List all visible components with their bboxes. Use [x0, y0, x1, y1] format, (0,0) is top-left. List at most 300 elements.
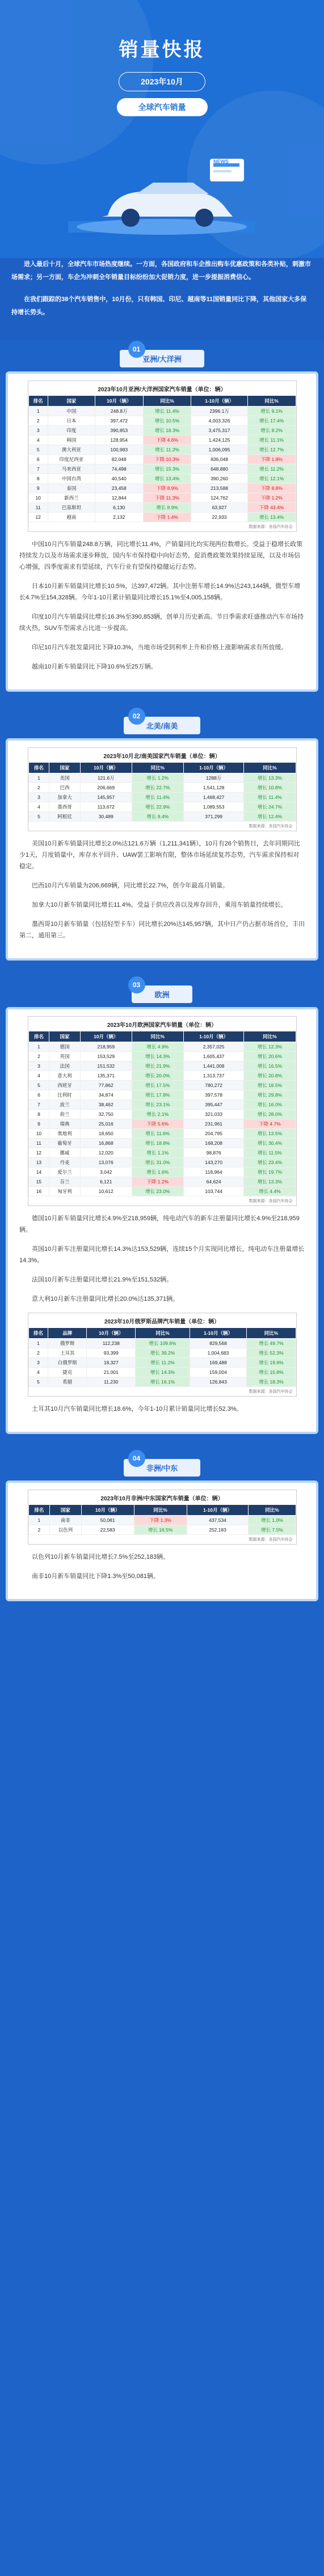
table-source: 数据来源：各国汽车协会 — [249, 1390, 293, 1394]
table-cell: 增长 12.7% — [247, 445, 296, 455]
table-cell: 3 — [28, 426, 48, 435]
table-cell: 836,048 — [191, 455, 247, 464]
table-cell: 增长 15.8% — [247, 1368, 296, 1377]
section-number: 03 — [128, 976, 145, 993]
section-card — [6, 738, 318, 961]
table-cell: 增长 13.3% — [244, 773, 296, 783]
table-cell: 16,868 — [80, 1139, 132, 1148]
table-cell: 7 — [28, 1100, 49, 1110]
table-cell: 下降 43.4% — [247, 503, 296, 513]
column-header: 同比% — [247, 396, 296, 407]
table-cell: 10,612 — [80, 1187, 132, 1196]
table-cell: 增长 1.0% — [249, 1516, 296, 1525]
table-cell: 135,371 — [80, 1071, 132, 1081]
page-title: 销量快报 — [119, 39, 205, 61]
column-header: 同比% — [132, 763, 183, 773]
table-cell: 荷兰 — [49, 1110, 80, 1119]
column-header: 同比% — [244, 1031, 296, 1042]
data-table — [28, 1327, 296, 1387]
table-cell: 增长 11.1% — [247, 435, 296, 445]
table-cell: 6 — [28, 455, 48, 464]
table-cell: 4 — [28, 802, 49, 812]
table-cell: 252,183 — [187, 1525, 249, 1535]
paragraph: 加拿大10月新车销量同比增长11.4%。受益于供应改善以及库存回升，乘用车销量持续增长。 — [32, 902, 287, 908]
table-cell: 增长 16.5% — [134, 1525, 187, 1535]
table-cell: 增长 1.1% — [132, 1148, 183, 1158]
table-cell: 增长 12.3% — [244, 1042, 296, 1052]
table-cell: 下降 4.6% — [143, 435, 191, 445]
table-cell: 1,441,008 — [183, 1061, 244, 1071]
section-name: 非洲/中东 — [124, 1459, 201, 1477]
column-header: 排名 — [28, 1328, 48, 1339]
table-cell: 西班牙 — [49, 1081, 80, 1090]
table-cell: 土耳其 — [48, 1348, 87, 1358]
table-cell: 145,957 — [80, 793, 132, 802]
table-cell: 64,624 — [183, 1177, 244, 1187]
table-cell: 1,468,427 — [183, 793, 244, 802]
table-cell: 增长 19.6% — [247, 1358, 296, 1368]
table-cell: 增长 23.4% — [244, 1158, 296, 1168]
table-cell: 2 — [28, 1525, 50, 1535]
table-cell: 增长 16.1% — [136, 1377, 190, 1387]
table-cell: 增长 23.1% — [132, 1100, 183, 1110]
table-cell: 增长 14.3% — [136, 1368, 190, 1377]
table-cell: 118,964 — [183, 1168, 244, 1177]
sales-table — [28, 380, 297, 532]
table-cell: 泰国 — [48, 484, 95, 493]
table-cell: 397,578 — [183, 1090, 244, 1100]
column-header: 1-10月（辆） — [183, 1031, 244, 1042]
table-row — [28, 1100, 296, 1110]
table-cell: 11 — [28, 503, 48, 513]
sales-table-2 — [28, 1313, 297, 1397]
table-cell: 增长 13.4% — [247, 513, 296, 522]
table-cell: 增长 39.2% — [136, 1348, 190, 1358]
table-cell: 12,020 — [80, 1148, 132, 1158]
table-cell: 增长 13.5% — [244, 1129, 296, 1139]
table-cell: 增长 2.1% — [132, 1110, 183, 1119]
table-cell: 1288万 — [183, 773, 244, 783]
table-cell: 30,489 — [80, 812, 132, 822]
table-row — [28, 1177, 296, 1187]
table-cell: 18,327 — [87, 1358, 136, 1368]
table-cell: 38,462 — [80, 1100, 132, 1110]
table-cell: 1,006,095 — [191, 445, 247, 455]
period-pill: 2023年10月 — [119, 72, 205, 91]
table-row — [28, 1042, 296, 1052]
table-cell: 13,076 — [80, 1158, 132, 1168]
table-cell: 白俄罗斯 — [48, 1358, 87, 1368]
table-cell: 增长 12.4% — [244, 812, 296, 822]
table-cell: 2 — [28, 1348, 48, 1358]
table-cell: 23,458 — [95, 484, 143, 493]
table-cell: 增长 16.5% — [244, 1061, 296, 1071]
paragraph: 以色列10月新车销量同比增长7.5%至252,183辆。 — [32, 1554, 170, 1560]
table-cell: 增长 11.4% — [132, 793, 183, 802]
table-row — [28, 1061, 296, 1071]
table-cell: 10 — [28, 493, 48, 503]
table-cell: 意大利 — [49, 1071, 80, 1081]
table-cell: 增长 9.4% — [132, 812, 183, 822]
table-row — [28, 773, 296, 783]
table-cell: 增长 8.2% — [247, 426, 296, 435]
paragraph: 日本10月新车销量同比增长10.5%，达397,472辆。其中注册车增长14.9%达243,144辆，微型车增长4.7%至154,328辆。今年1-10月累计销量同比增长15.1%至4,005,158辆。 — [19, 583, 301, 601]
table-cell: 11 — [28, 1139, 49, 1148]
table-cell: 153,529 — [80, 1052, 132, 1061]
table-cell: 10 — [28, 1129, 49, 1139]
table-cell: 印度尼西亚 — [48, 455, 95, 464]
column-header: 1-10月（辆） — [190, 1328, 247, 1339]
table-cell: 128,954 — [95, 435, 143, 445]
intro-paragraph: 在我们跟踪的38个汽车销售中，10月份，只有韩国、印尼、越南等11国销量同比下降，其他国家大多保持增长势头。 — [11, 296, 307, 316]
table-cell: 法国 — [49, 1061, 80, 1071]
table-cell: 6 — [28, 1090, 49, 1100]
paragraph: 越南10月新车销量同比下降10.6%至25万辆。 — [32, 663, 157, 670]
table-cell: 63,927 — [191, 503, 247, 513]
table-cell: 增长 16.0% — [244, 1100, 296, 1110]
paragraph: 印尼10月汽车批发量同比下降10.3%，当地市场受到利率上升和价格上涨影响需求有所放缓。 — [32, 644, 288, 651]
paragraph: 法国10月新车注册量同比增长21.9%至151,532辆。 — [32, 1276, 173, 1283]
paragraph: 中国10月汽车销量248.8万辆，同比增长11.4%，产销量同比均实现两位数增长。受益于稳增长政策持续发力以及市场需求逐步释放，国内车市保持稳中向好态势，促消费政策效果持续显现，以及市场信心增强，四季度需求有望延续，汽车行业有望保持稳健运行态势。 — [19, 541, 303, 570]
table-row — [28, 1148, 296, 1158]
table-row — [28, 1052, 296, 1061]
paragraph: 南非10月新车销量同比下降1.3%至50,081辆。 — [32, 1573, 159, 1580]
table-row — [28, 474, 296, 484]
table-cell: 增长 24.7% — [244, 802, 296, 812]
table-cell: 34,874 — [80, 1090, 132, 1100]
table-cell: 1 — [28, 1516, 50, 1525]
intro-paragraph: 进入最后十月，全球汽车市场热度继续。一方面，各国政府和车企推出购车优惠政策和各类补贴，刺激市场需求；另一方面，车企为冲刺全年销量目标纷纷加大促销力度，进一步提振消费信心。 — [11, 261, 311, 281]
table-cell: 奥地利 — [49, 1129, 80, 1139]
table-title: 2023年10月欧洲国家汽车销量（单位：辆） — [107, 1022, 217, 1029]
table-cell: 2 — [28, 1052, 49, 1061]
table-cell: 390,853 — [95, 426, 143, 435]
table-row — [28, 793, 296, 802]
table-cell: 比利时 — [49, 1090, 80, 1100]
table-cell: 5 — [28, 812, 49, 822]
table-cell: 6,121 — [80, 1177, 132, 1187]
table-row — [28, 1119, 296, 1129]
table-cell: 增长 15.3% — [143, 464, 191, 474]
table-row — [28, 1090, 296, 1100]
table-cell: 9 — [28, 484, 48, 493]
table-cell: 98,876 — [183, 1148, 244, 1158]
table-cell: 32,750 — [80, 1110, 132, 1119]
section-africa-mideast — [6, 1449, 318, 1601]
table-title: 2023年10月亚洲/大洋洲国家汽车销量（单位：辆） — [98, 387, 226, 393]
column-header: 同比% — [132, 1031, 183, 1042]
table-cell: 151,532 — [80, 1061, 132, 1071]
table-row — [28, 1129, 296, 1139]
table-cell: 74,498 — [95, 464, 143, 474]
table-cell: 231,961 — [183, 1119, 244, 1129]
paragraph: 美国10月新车销量同比增长2.0%达121.6万辆（1,211,341辆），10月有26个销售日，去年同期同比少1天，月度销量中，库存水平回升、UAW罢工影响有限，整体市场延续复苏态势，汽车需求保持相对稳定。 — [19, 840, 300, 870]
column-header: 同比% — [249, 1505, 296, 1516]
table-cell: 1,541,128 — [183, 783, 244, 793]
table-cell: 113,672 — [80, 802, 132, 812]
table-cell: 越南 — [48, 513, 95, 522]
table-row — [28, 1358, 296, 1368]
table-cell: 下降 10.3% — [143, 455, 191, 464]
column-header: 排名 — [28, 1031, 49, 1042]
table-cell: 12 — [28, 513, 48, 522]
table-cell: 巴西 — [49, 783, 80, 793]
table-source: 数据来源：各国汽车协会 — [249, 824, 293, 828]
table-cell: 增长 21.9% — [132, 1061, 183, 1071]
table-row — [28, 1110, 296, 1119]
column-header: 同比% — [134, 1505, 187, 1516]
table-cell: 增长 23.0% — [132, 1187, 183, 1196]
table-cell: 增长 10.5% — [143, 416, 191, 426]
table-cell: 瑞典 — [49, 1119, 80, 1129]
table-cell: 2,132 — [95, 513, 143, 522]
table-row — [28, 1516, 296, 1525]
table-cell: 77,862 — [80, 1081, 132, 1090]
table-cell: 4,003,326 — [191, 416, 247, 426]
table-cell: 增长 11.4% — [143, 407, 191, 416]
table-row — [28, 445, 296, 455]
column-header: 1-10月（辆） — [187, 1505, 249, 1516]
table-cell: 8 — [28, 1110, 49, 1119]
table-cell: 增长 17.4% — [247, 416, 296, 426]
table-cell: 南非 — [50, 1516, 81, 1525]
table-cell: 澳大利亚 — [48, 445, 95, 455]
table-cell: 增长 22.7% — [132, 783, 183, 793]
table-row — [28, 503, 296, 513]
table-cell: 1 — [28, 1339, 48, 1348]
table-row — [28, 435, 296, 445]
column-header: 10月（辆） — [81, 1505, 134, 1516]
table-cell: 93,399 — [87, 1348, 136, 1358]
section-name: 亚洲/大洋洲 — [120, 350, 204, 367]
table-cell: 英国 — [49, 1052, 80, 1061]
table-cell: 增长 11.5% — [244, 1148, 296, 1158]
table-cell: 5 — [28, 445, 48, 455]
table-cell: 增长 10.8% — [244, 783, 296, 793]
sales-table — [28, 1016, 297, 1206]
table-cell: 匈牙利 — [49, 1187, 80, 1196]
table-cell: 395,447 — [183, 1100, 244, 1110]
table-row — [28, 493, 296, 503]
table-cell: 墨西哥 — [49, 802, 80, 812]
table-cell: 21,001 — [87, 1368, 136, 1377]
table-cell: 2 — [28, 416, 48, 426]
table-cell: 下降 8.8% — [247, 484, 296, 493]
table-cell: 3,042 — [80, 1168, 132, 1177]
paragraph: 土耳其10月汽车销量同比增长18.6%，今年1-10月累计销量同比增长52.3%。 — [32, 1406, 243, 1412]
table-cell: 40,540 — [95, 474, 143, 484]
table-cell: 以色列 — [50, 1525, 81, 1535]
table-cell: 葡萄牙 — [49, 1139, 80, 1148]
table-cell: 168,208 — [183, 1139, 244, 1148]
table-cell: 1 — [28, 407, 48, 416]
table-row — [28, 407, 296, 416]
table-cell: 112,238 — [87, 1339, 136, 1348]
table-cell: 增长 11.2% — [136, 1358, 190, 1368]
table-cell: 增长 14.3% — [132, 1052, 183, 1061]
table-row — [28, 513, 296, 522]
table-cell: 124,762 — [191, 493, 247, 503]
paragraph: 英国10月新车注册量同比增长14.3%达153,529辆，连续15个月实现同比增长，纯电动车注册量增长14.3%。 — [19, 1246, 305, 1264]
section-number: 02 — [128, 708, 145, 725]
table-cell: 2,357,025 — [183, 1042, 244, 1052]
table-row — [28, 1158, 296, 1168]
table-cell: 206,669 — [80, 783, 132, 793]
table-cell: 3,475,317 — [191, 426, 247, 435]
table-cell: 371,299 — [183, 812, 244, 822]
table-cell: 增长 16.3% — [143, 426, 191, 435]
table-cell: 增长 52.3% — [247, 1348, 296, 1358]
table-cell: 100,983 — [95, 445, 143, 455]
table-cell: 15 — [28, 1177, 49, 1187]
column-header: 同比% — [136, 1328, 190, 1339]
table-cell: 1 — [28, 1042, 49, 1052]
table-cell: 下降 1.8% — [247, 455, 296, 464]
section-asia — [6, 340, 318, 692]
table-cell: 德国 — [49, 1042, 80, 1052]
table-cell: 1,313,737 — [183, 1071, 244, 1081]
column-header: 国家 — [49, 763, 80, 773]
table-cell: 增长 49.7% — [247, 1339, 296, 1348]
table-cell: 4 — [28, 1071, 49, 1081]
table-row — [28, 1071, 296, 1081]
table-row — [28, 1368, 296, 1377]
table-cell: 204,795 — [183, 1129, 244, 1139]
table-cell: 增长 4.9% — [132, 1042, 183, 1052]
table-row — [28, 1525, 296, 1535]
table-row — [28, 1081, 296, 1090]
table-title: 2023年10月北/南美国家汽车销量（单位：辆） — [103, 754, 221, 760]
table-row — [28, 1187, 296, 1196]
table-cell: 增长 13.4% — [143, 474, 191, 484]
intro — [0, 258, 324, 340]
table-cell: 22,583 — [81, 1525, 134, 1535]
table-cell: 日本 — [48, 416, 95, 426]
table-cell: 437,534 — [187, 1516, 249, 1525]
table-title: 2023年10月俄罗斯品牌汽车销量（单位：辆） — [104, 1319, 220, 1325]
table-cell: 俄罗斯 — [48, 1339, 87, 1348]
table-cell: 波兰 — [49, 1100, 80, 1110]
section-number: 01 — [128, 341, 145, 358]
table-cell: 增长 11.4% — [244, 793, 296, 802]
table-cell: 648,880 — [191, 464, 247, 474]
table-row — [28, 783, 296, 793]
table-cell: 16 — [28, 1187, 49, 1196]
table-cell: 829,568 — [190, 1339, 247, 1348]
table-cell: 18,650 — [80, 1129, 132, 1139]
table-cell: 321,033 — [183, 1110, 244, 1119]
column-header: 品牌 — [48, 1328, 87, 1339]
table-cell: 挪威 — [49, 1148, 80, 1158]
table-cell: 增长 28.0% — [244, 1110, 296, 1119]
table-cell: 121.6万 — [80, 773, 132, 783]
table-cell: 捷克 — [48, 1368, 87, 1377]
table-cell: 增长 11.2% — [247, 464, 296, 474]
table-cell: 13 — [28, 1158, 49, 1168]
table-row — [28, 455, 296, 464]
table-cell: 增长 11.2% — [143, 445, 191, 455]
table-cell: 1,089,553 — [183, 802, 244, 812]
table-cell: 增长 17.8% — [132, 1090, 183, 1100]
section-card — [6, 1481, 318, 1601]
table-cell: 增长 31.0% — [132, 1158, 183, 1168]
table-cell: 中国 — [48, 407, 95, 416]
table-row — [28, 416, 296, 426]
table-cell: 126,843 — [190, 1377, 247, 1387]
table-cell: 159,004 — [190, 1368, 247, 1377]
table-cell: 213,588 — [191, 484, 247, 493]
paragraph: 意大利10月新车注册量同比增长20.0%达135,371辆。 — [32, 1296, 179, 1302]
column-header: 同比% — [247, 1328, 296, 1339]
column-header: 10月（辆） — [87, 1328, 136, 1339]
subtitle-pill: 全球汽车销量 — [117, 98, 208, 116]
table-cell: 增长 22.9% — [132, 802, 183, 812]
table-cell: 6,130 — [95, 503, 143, 513]
column-header: 同比% — [244, 763, 296, 773]
section-card — [6, 371, 318, 692]
table-cell: 马来西亚 — [48, 464, 95, 474]
table-cell: 下降 5.6% — [132, 1119, 183, 1129]
table-cell: 增长 17.5% — [132, 1081, 183, 1090]
table-cell: 11,230 — [87, 1377, 136, 1387]
table-cell: 下降 1.3% — [134, 1516, 187, 1525]
table-cell: 增长 11.6% — [132, 1129, 183, 1139]
table-source: 数据来源：各国汽车协会 — [249, 1199, 293, 1203]
column-header: 10月（辆） — [95, 396, 143, 407]
paragraph: 德国10月新车销量同比增长4.9%至218,959辆，纯电动汽车的新车注册量同比增长4.9%至218,959辆。 — [19, 1215, 300, 1233]
table-row — [28, 1168, 296, 1177]
table-cell: 韩国 — [48, 435, 95, 445]
table-cell: 7 — [28, 464, 48, 474]
table-cell: 增长 12.1% — [247, 474, 296, 484]
table-cell: 美国 — [49, 773, 80, 783]
column-header: 排名 — [28, 396, 48, 407]
table-cell: 增长 13.3% — [244, 1177, 296, 1187]
table-cell: 增长 29.8% — [244, 1090, 296, 1100]
table-cell: 新西兰 — [48, 493, 95, 503]
table-cell: 增长 18.8% — [132, 1139, 183, 1148]
table-cell: 1,605,437 — [183, 1052, 244, 1061]
paragraph: 巴西10月汽车销量为206,669辆，同比增长22.7%，创今年最高月销量。 — [32, 882, 229, 889]
table-cell: 5 — [28, 1377, 48, 1387]
data-table — [28, 1031, 296, 1196]
table-cell: 芬兰 — [49, 1177, 80, 1187]
table-cell: 9 — [28, 1119, 49, 1129]
column-header: 1-10月（辆） — [191, 396, 247, 407]
sales-table — [28, 1490, 297, 1545]
paragraph: 印度10月汽车销量同比增长16.3%至390,853辆，创单月历史新高。节日季需求旺盛推动汽车市场持续火热，SUV车型需求占比进一步提高。 — [19, 614, 304, 632]
table-cell: 143,270 — [183, 1158, 244, 1168]
table-cell: 2 — [28, 783, 49, 793]
table-cell: 50,081 — [81, 1516, 134, 1525]
news-badge: NEWS — [213, 159, 229, 164]
table-row — [28, 484, 296, 493]
table-source: 数据来源：各国汽车协会 — [249, 1538, 293, 1542]
table-cell: 增长 1.6% — [132, 1168, 183, 1177]
table-cell: 增长 20.6% — [244, 1052, 296, 1061]
data-table — [28, 1504, 296, 1535]
table-cell: 3 — [28, 793, 49, 802]
section-name: 欧洲 — [132, 985, 192, 1003]
table-cell: 增长 18.3% — [247, 1377, 296, 1387]
table-row — [28, 812, 296, 822]
column-header: 国家 — [50, 1505, 81, 1516]
section-name: 北美/南美 — [124, 717, 201, 734]
table-cell: 阿根廷 — [49, 812, 80, 822]
column-header: 同比% — [143, 396, 191, 407]
table-cell: 增长 109.6% — [136, 1339, 190, 1348]
table-cell: 下降 1.2% — [132, 1177, 183, 1187]
